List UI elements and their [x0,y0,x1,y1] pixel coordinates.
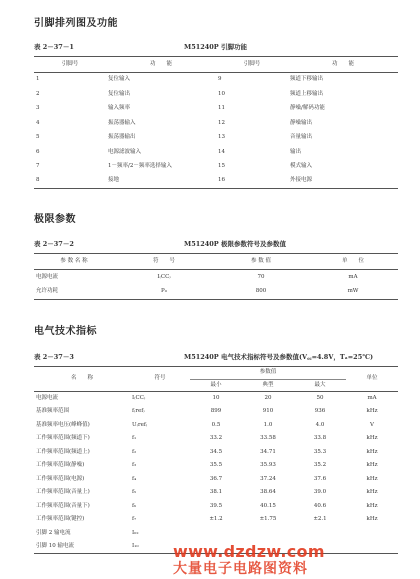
table-row [34,405,398,419]
table-cell: 工作频率范围(频道上) [36,448,90,455]
table-header: 单位 [366,375,378,382]
table-cell: 4 [36,119,40,126]
table-cell: 35.2 [313,462,327,468]
table-cell: 工作频率范围(电源) [36,475,85,482]
table-header: 名 称 [70,375,93,382]
table-cell: 允许功耗 [36,288,59,294]
table-row [34,174,398,189]
table-cell: 7 [36,163,40,169]
table-header: 单 位 [341,257,364,264]
table-cell: f₄ [132,475,137,482]
table-cell: 振荡器输出 [108,134,136,140]
table-cell: kHz [366,489,378,495]
table-cell: 5 [36,134,40,140]
table-row [34,145,398,160]
table-cell: 39.5 [209,502,223,509]
table-row [34,131,398,146]
pin-function-table [34,56,398,189]
table-cell: 1.0 [263,421,273,428]
table-cell: kHz [366,502,378,509]
table-cell: U₍ref₎ [132,421,148,428]
table-cell: f₂ [132,448,137,455]
table-cell: 20 [264,394,272,401]
table-cell: 输出 [290,148,302,155]
table-cell: kHz [366,475,378,482]
table-cell: 10 [212,394,220,401]
table-cell: 37.6 [313,475,327,482]
table-row [34,270,398,285]
section-title-pin-functions: 引脚排列图及功能 [34,18,118,29]
table-cell: 36.7 [209,475,223,482]
table-cell: 接地 [108,177,120,184]
table-cell: 33.8 [313,435,327,441]
table-cell: 0.5 [211,421,221,428]
table-cell: 899 [210,408,222,414]
section-title-electrical: 电气技术指标 [34,326,97,337]
table-cell: 34.5 [209,448,223,455]
table-cell: 音量输出 [290,134,313,140]
table-cell: 工作频率范围(音量下) [36,502,90,509]
table-cell: kHz [366,516,378,522]
table-cell: 3 [36,105,40,111]
section-title-limits: 极限参数 [34,214,76,225]
table-cell: mW [347,288,359,294]
table-cell: kHz [366,462,378,468]
table-header: 引脚号 [61,60,79,67]
table-cell: f₇ [132,516,137,522]
table-cell: 4.0 [315,421,325,428]
table-row [34,285,398,300]
table-cell: I₀₂ [132,529,139,536]
table-caption-text: M51240P 引脚功能 [184,43,247,51]
table-cell: 工作频率范围(静噪) [36,462,85,468]
table-cell: 800 [255,288,267,294]
table-cell [346,527,398,541]
table-header: 符号 [154,375,166,382]
table-cell: 电源滤波输入 [108,148,142,155]
table-cell: 33.58 [260,435,276,441]
table-cell: 电源电流 [36,394,59,401]
table-cell: 振荡器输入 [108,119,136,126]
table-row [34,116,398,131]
table-cell: ±1.75 [259,516,277,522]
table-cell: 16 [218,177,225,184]
table-cell: 33.2 [209,435,223,441]
table-cell: 910 [262,408,274,414]
table-cell: 基准频率范围 [36,408,70,414]
table-cell: f₃ [132,462,137,468]
table-cell [242,527,294,541]
table-cell: 35.3 [313,448,327,455]
table-cell: 10 [218,90,225,97]
table-header: 参 数 名 称 [60,257,88,264]
table-cell: 静噪输出 [290,119,313,126]
table-header: 引脚号 [243,60,261,67]
table-cell: ±1.2 [209,516,223,522]
table-header: 功 能 [331,60,354,67]
limit-parameter-table [34,253,398,300]
table-cell: mA [367,394,377,401]
table-cell: 34.71 [260,448,276,455]
table-cell: 8 [36,177,40,184]
table-row [34,73,398,88]
table-cell: 9 [218,76,222,83]
table-cell: 2 [36,90,40,97]
site-watermark [173,542,417,577]
table-caption-3 [34,352,398,361]
table-row [34,513,398,527]
table-cell: 1－频率/2－频率选择输入 [108,163,172,169]
table-cell: mA [348,273,358,280]
table-cell: 频道下移输出 [290,76,324,83]
table-header: 参数值 [190,367,346,380]
table-cell: 35.5 [209,462,223,468]
table-cell [190,527,242,541]
table-cell: 复位输出 [108,90,131,97]
table-row [34,392,398,406]
electrical-spec-table [34,366,398,554]
table-cell: 12 [218,119,225,126]
table-row [34,160,398,175]
table-cell: kHz [366,448,378,455]
table-cell: f₍ref₎ [132,408,145,414]
table-header: 最小 [210,381,222,388]
table-cell: I₍CC₎ [157,273,171,280]
table-cell: 39.0 [313,489,327,495]
table-cell: 70 [257,273,265,280]
table-cell: P₀ [161,288,167,294]
table-number: 表 2－37－3 [34,353,74,361]
table-caption-text: M51240P 极限参数符号及参数值 [184,240,286,248]
table-number: 表 2－37－1 [34,43,74,51]
table-cell: 14 [218,148,225,155]
table-cell: I₁₀ [132,542,139,549]
table-cell: V [370,421,375,428]
table-cell: 38.1 [209,489,223,495]
table-cell: 工作频率范围(频道下) [36,435,90,441]
table-cell: 模式输入 [290,163,313,169]
table-cell: 工作频率范围(音量上) [36,489,90,495]
table-row [34,500,398,514]
table-row [34,527,398,541]
table-cell: ±2.1 [313,516,327,522]
table-cell: 1 [36,76,40,83]
table-cell: 引脚 2 输电流 [36,529,71,536]
table-cell: 频道上移输出 [290,90,324,97]
table-cell: 936 [314,408,326,414]
table-cell: 40.15 [260,502,276,509]
table-header: 功 能 [149,60,172,67]
table-cell: f₅ [132,489,137,495]
table-cell: 外接电源 [290,177,313,184]
table-cell: 工作频率范围(键控) [36,516,85,522]
table-cell: 15 [218,163,225,169]
table-row [34,102,398,117]
table-cell: I₍CC₎ [132,394,146,401]
table-header: 符 号 [152,257,175,264]
watermark-site-name: 大量电子电路图资料 [173,561,308,577]
watermark-url: www.dzdzw.com [173,542,325,561]
table-cell: f₁ [132,435,137,441]
table-row [34,486,398,500]
table-cell: 复位输入 [108,76,131,83]
table-caption-text: M51240P 电气技术指标符号及参数值(V꜀꜀=4.8V，Tₐ=25℃) [184,353,374,361]
table-cell: 37.24 [260,475,276,482]
table-cell: kHz [366,435,378,441]
table-cell: 50 [316,394,324,401]
table-cell: 13 [218,134,225,140]
table-cell: f₆ [132,502,137,509]
table-row [34,432,398,446]
table-row [34,446,398,460]
table-header: 典型 [262,381,274,388]
table-row [34,459,398,473]
table-cell: 11 [218,105,225,111]
table-cell [294,527,346,541]
table-cell: 40.6 [313,502,327,509]
table-row [34,473,398,487]
table-row [34,419,398,433]
table-cell: 35.93 [260,462,276,468]
table-cell: kHz [366,408,378,414]
table-header: 参 数 值 [251,257,271,264]
table-cell: 引脚 10 输电流 [36,542,74,549]
table-row [34,87,398,102]
table-cell: 输入频率 [108,105,131,111]
table-header: 最大 [314,381,326,388]
table-cell: 电源电流 [36,273,59,280]
table-cell: 6 [36,148,40,155]
table-cell: 38.64 [260,489,276,495]
table-caption-2 [34,239,398,248]
table-cell: 静噪/解码功能 [290,105,325,111]
table-caption-1 [34,42,398,51]
table-number: 表 2－37－2 [34,240,74,248]
table-cell: 基准频率电压(峰峰值) [36,421,90,428]
